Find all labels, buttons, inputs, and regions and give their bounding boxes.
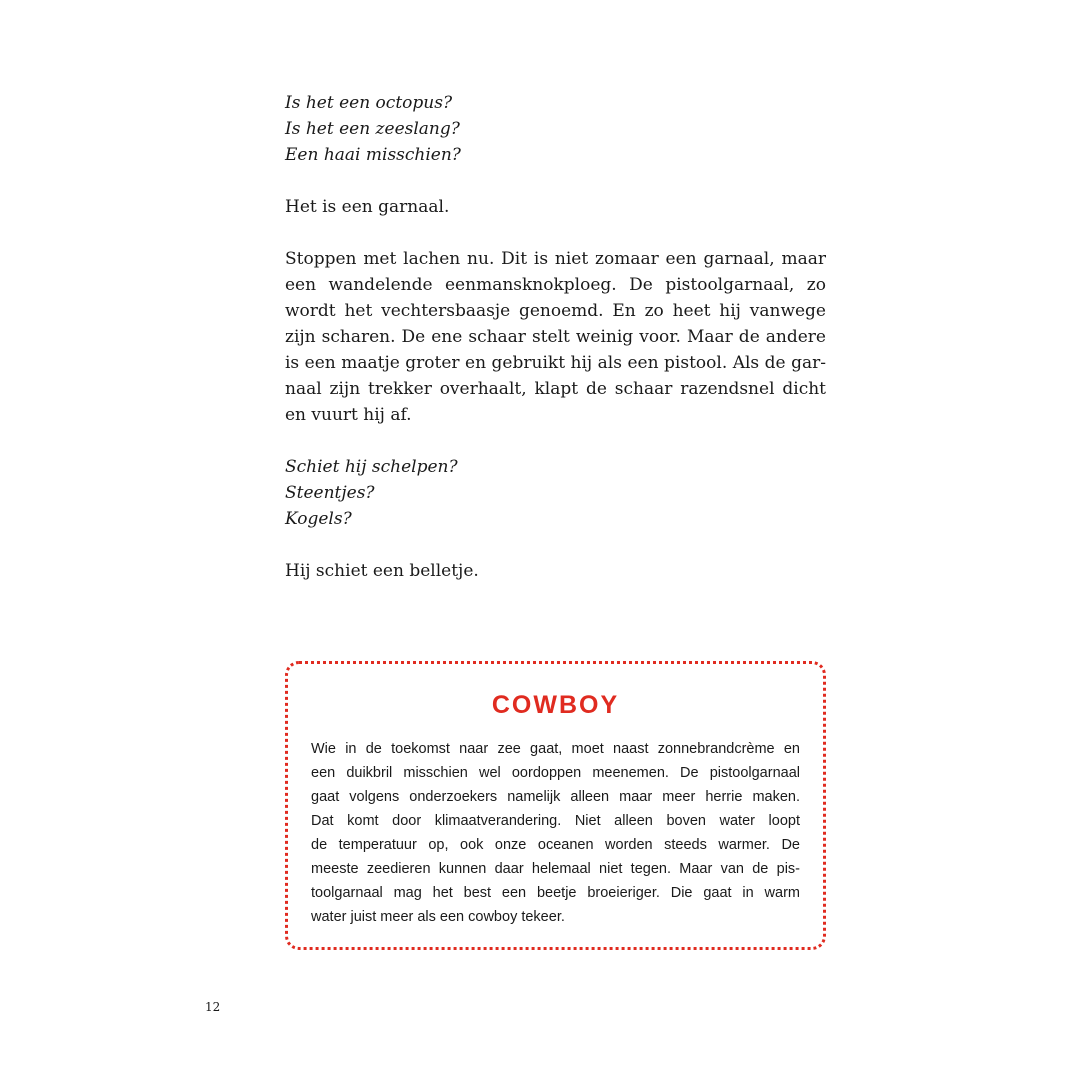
sidebar-title: COWBOY [491, 691, 620, 719]
paragraph-line: wordt het vechtersbaasje genoemd. En zo heet hij vanwege [285, 301, 826, 321]
sidebar-line: meeste zeedieren kunnen daar helemaal niet tegen. Maar van de pis- [311, 861, 800, 877]
question-haai: Een haai misschien? [285, 145, 461, 165]
paragraph-line: is een maatje groter en gebruikt hij als een pistool. Als de gar- [285, 353, 826, 373]
sidebar-line: een duikbril misschien wel oordoppen meenemen. De pistoolgarnaal [311, 765, 800, 781]
main-text [285, 90, 826, 584]
sidebar-line: toolgarnaal mag het best een beetje broeieriger. Die gaat in warm [311, 885, 800, 901]
cowboy-sidebar-box [285, 661, 826, 950]
answer-belletje: Hij schiet een belletje. [285, 561, 479, 581]
sidebar-text [311, 737, 800, 929]
paragraph-line: Stoppen met lachen nu. Dit is niet zomaar een garnaal, maar [285, 249, 826, 269]
question-kogels: Kogels? [285, 509, 352, 529]
sidebar-line: water juist meer als een cowboy tekeer. [311, 909, 565, 925]
sidebar-line: Wie in de toekomst naar zee gaat, moet naast zonnebrandcrème en [311, 741, 800, 757]
question-steentjes: Steentjes? [285, 483, 375, 503]
paragraph-line: en vuurt hij af. [285, 405, 412, 425]
paragraph-line: een wandelende eenmansknokploeg. De pistoolgarnaal, zo [285, 275, 826, 295]
question-octopus: Is het een octopus? [285, 93, 453, 113]
question-schelpen: Schiet hij schelpen? [285, 457, 458, 477]
paragraph-line: zijn scharen. De ene schaar stelt weinig voor. Maar de andere [285, 327, 826, 347]
question-zeeslang: Is het een zeeslang? [285, 119, 460, 139]
body-paragraph [285, 246, 826, 428]
sidebar-line: Dat komt door klimaatverandering. Niet alleen boven water loopt [311, 813, 800, 829]
sidebar-line: de temperatuur op, ook onze oceanen worden steeds warmer. De [311, 837, 800, 853]
paragraph-line: naal zijn trekker overhaalt, klapt de schaar razendsnel dicht [285, 379, 826, 399]
answer-garnaal: Het is een garnaal. [285, 197, 450, 217]
page-number: 12 [205, 1000, 221, 1014]
sidebar-line: gaat volgens onderzoekers namelijk alleen maar meer herrie maken. [311, 789, 800, 805]
